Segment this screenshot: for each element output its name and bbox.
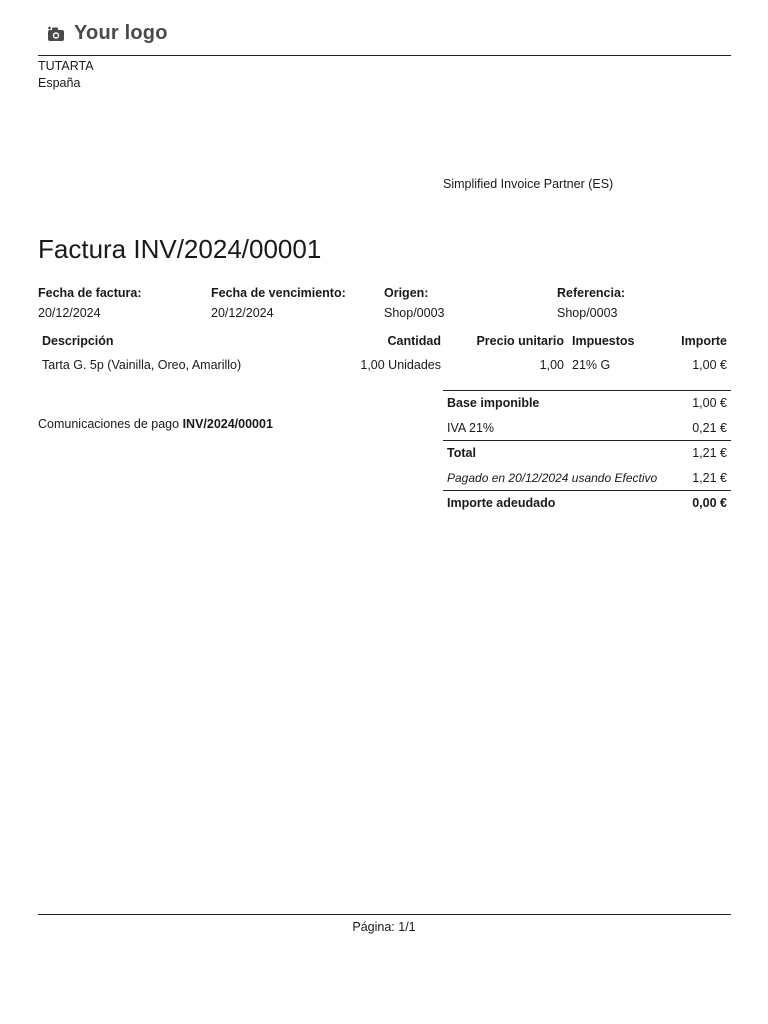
column-header-unit-price: Precio unitario	[476, 334, 564, 348]
totals-row-base	[443, 391, 731, 416]
info-invoice-date	[38, 283, 142, 323]
base-value: 1,00 €	[684, 391, 731, 416]
column-header-amount: Importe	[681, 334, 727, 348]
paid-value: 1,21 €	[692, 470, 727, 485]
column-header-description: Descripción	[42, 334, 114, 348]
tax-value: 0,21 €	[692, 420, 727, 435]
line-amount: 1,00 €	[692, 358, 727, 372]
company-address	[38, 58, 94, 92]
logo-text: Your logo	[74, 22, 168, 44]
totals-row-due	[443, 491, 731, 516]
info-value: Shop/0003	[557, 306, 618, 320]
header-divider	[38, 55, 731, 56]
company-country: España	[38, 76, 81, 90]
totals-row-tax	[443, 416, 731, 441]
info-reference	[557, 283, 625, 323]
totals-row-paid	[443, 466, 731, 491]
info-due-date	[211, 283, 346, 323]
table-row	[38, 352, 731, 378]
due-label: Importe adeudado	[443, 491, 684, 516]
page-number: Página: 1/1	[352, 920, 416, 934]
payment-communication	[38, 417, 273, 431]
total-value: 1,21 €	[684, 441, 731, 466]
info-value: Shop/0003	[384, 306, 445, 320]
info-value: 20/12/2024	[38, 306, 101, 320]
info-label: Referencia:	[557, 286, 626, 300]
info-label: Origen:	[384, 286, 429, 300]
line-description: Tarta G. 5p (Vainilla, Oreo, Amarillo)	[42, 358, 242, 372]
column-header-taxes: Impuestos	[572, 334, 635, 348]
line-quantity: 1,00 Unidades	[360, 358, 441, 372]
totals-table	[443, 390, 731, 516]
info-value: 20/12/2024	[211, 306, 274, 320]
base-label: Base imponible	[443, 391, 684, 416]
info-label: Fecha de factura:	[38, 286, 142, 300]
line-unit-price: 1,00	[539, 358, 564, 372]
table-header-row	[38, 330, 731, 352]
payment-communication-value: INV/2024/00001	[182, 417, 273, 431]
document-title: Factura INV/2024/00001	[38, 234, 322, 264]
total-label: Total	[443, 441, 684, 466]
line-taxes: 21% G	[572, 358, 611, 372]
column-header-quantity: Cantidad	[387, 334, 441, 348]
paid-label: Pagado en 20/12/2024 usando Efectivo	[447, 470, 658, 485]
invoice-lines-table	[38, 330, 731, 378]
company-logo	[46, 22, 168, 45]
footer-divider	[38, 914, 731, 915]
totals-row-total	[443, 441, 731, 466]
info-origin	[384, 283, 444, 323]
company-name: TUTARTA	[38, 59, 94, 73]
camera-icon	[46, 24, 66, 44]
payment-communication-label: Comunicaciones de pago	[38, 417, 180, 431]
partner-name: Simplified Invoice Partner (ES)	[443, 177, 614, 191]
info-label: Fecha de vencimiento:	[211, 286, 346, 300]
due-value: 0,00 €	[684, 491, 731, 516]
tax-label: IVA 21%	[447, 420, 495, 435]
